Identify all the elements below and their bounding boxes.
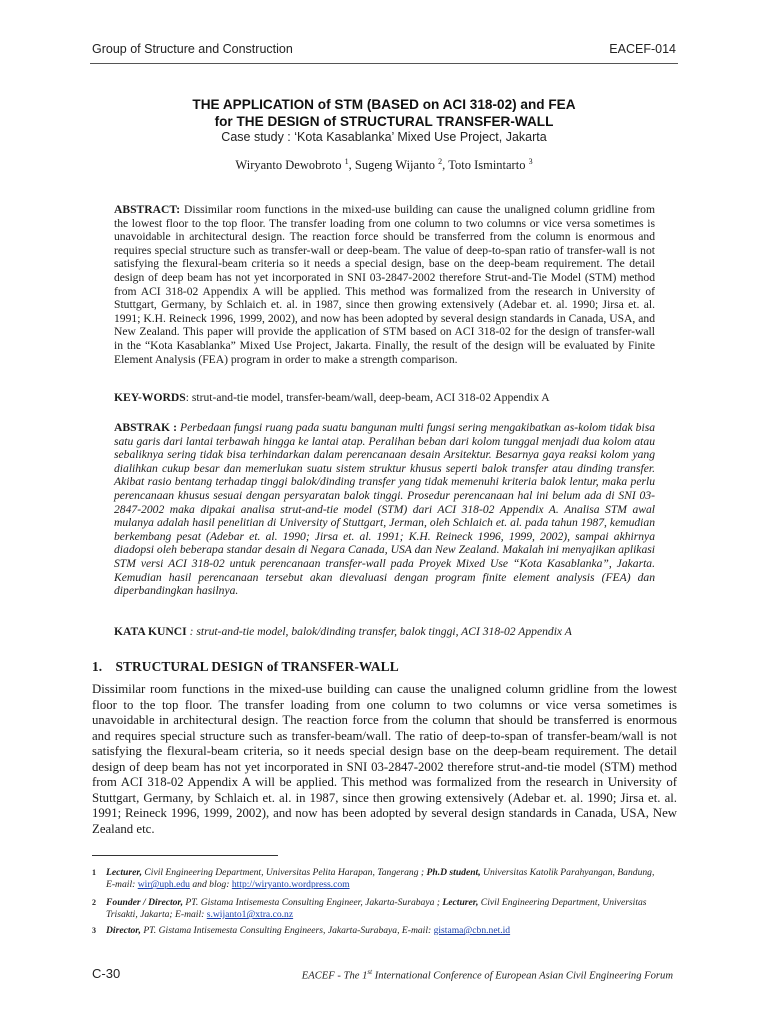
kata-kunci-text: : strut-and-tie model, balok/dinding transfer, balok tinggi, ACI 318-02 Appendix A (189, 625, 572, 638)
footnote-role: Lecturer, (442, 897, 479, 908)
page-number: C-30 (92, 966, 121, 981)
running-header-right: EACEF-014 (609, 42, 676, 56)
footnote-text: Civil Engineering Department, Universitas Pelita Harapan, Tangerang ; (141, 867, 427, 878)
footnote-text: PT. Gistama Intisemesta Consulting Engineer, Jakarta-Surabaya ; (183, 897, 443, 908)
keywords-text: : strut-and-tie model, transfer-beam/wall, deep-beam, ACI 318-02 Appendix A (185, 391, 550, 404)
author-separator: , (442, 158, 449, 173)
conference-name-rest: International Conference of European Asian Civil Engineering Forum (372, 970, 673, 982)
author-affiliation-mark: 1 (344, 157, 349, 166)
footnote-text: Universitas Katolik Parahyangan, Bandung, E-mail: (106, 867, 655, 891)
running-header-left: Group of Structure and Construction (92, 42, 293, 56)
author-name: Toto Ismintarto (448, 158, 526, 173)
footnote-number: 1 (92, 868, 96, 877)
author-affiliation-mark: 3 (528, 157, 533, 166)
author-affiliation-mark: 2 (438, 157, 443, 166)
footnote-text: and blog: (189, 879, 232, 891)
email-link[interactable]: s.wijanto1@xtra.co.nz (206, 909, 294, 921)
section-heading (92, 659, 399, 675)
abstrak-label: ABSTRAK : (114, 421, 177, 434)
abstract-text: Dissimilar room functions in the mixed-use building can cause the unaligned column gridline from the lowest floor to the top floor. The transfer loading from one column to two columns or vice versa sometimes is unavoidable in architectural design. The reaction force should be transferred from the column is enormous and requires special structure such as transfer-wall or deep-beam. The value of deep-to-span ratio of transfer-wall is not satisfying the flexural-beam criteria so it needs a special design, base on the deep-beam requirement. The detail design of deep beam has not yet incorporated in SNI 03-2847-2002 therefore Strut-and-Tie Model (STM) method from ACI 318-02 Appendix A will be applied. This method was formalized from the research in University of Stuttgart, Germany, by Schlaich et. al. in 1987, since then growing extensively (Adebar et. al. 1990; Jirsa et. al. 1991; K.H. Reineck 1996, 1999, 2002), and now has been adopted by several design standards in Canada, USA, and New Zealand. This paper will provide the application of STM based on ACI 318-02 for the design of transfer-wall in the “Kota Kasablanka” Mixed Use Project, Jakarta. Finally, the result of the design will be evaluated by Finite Element Analysis (FEA) program in order to make a strength comparison. (114, 203, 655, 366)
footnote-1 (92, 867, 662, 891)
email-link[interactable]: wir@uph.edu (137, 879, 190, 891)
author-name: Wiryanto Dewobroto (235, 158, 342, 173)
blog-link[interactable]: http://wiryanto.wordpress.com (231, 879, 350, 891)
footnote-role: Founder / Director, (106, 897, 184, 908)
ordinal-superscript: st (367, 968, 373, 976)
footnote-rule (92, 855, 278, 856)
author-list (0, 157, 768, 173)
author-name: Sugeng Wijanto (354, 158, 436, 173)
keywords (114, 391, 655, 405)
author-separator: , (348, 158, 355, 173)
footnote-role: Lecturer, (106, 867, 142, 878)
footnote-role: Director, (106, 925, 141, 936)
conference-footer (302, 968, 673, 982)
paper-title-line1: THE APPLICATION of STM (BASED on ACI 318-02) and FEA (192, 97, 576, 112)
footnote-text: Civil Engineering Department, Universitas Trisakti, Jakarta; E-mail: (106, 897, 647, 921)
kata-kunci (114, 625, 655, 639)
header-rule (90, 63, 678, 64)
section-body-paragraph: Dissimilar room functions in the mixed-use building can cause the unaligned column gridline from the lowest floor to the top floor. The transfer loading from one column to two columns or vice versa sometimes is unavoidable in architectural design. The reaction force from the column that should be transferred is enormous and requires special structure such as transfer-beam/wall. The ratio of deep-to-span of transfer-beam/wall is not satisfying the flexural-beam criteria, so it needs special design base on the deep-beam requirement. The detail design of deep beam has not yet incorporated in SNI 03-2847-2002 therefore strut-and-tie model (STM) method from ACI 318-02 Appendix A will be applied. This method was formalized from the research in University of Stuttgart, Germany, by Schlaich et. al. in 1987, since then growing extensively (Adebar et. al. 1990; Jirsa et. al. 1991; Reineck 1996, 1999, 2002), and now has been adopted by several design standards in Canada, USA, New Zealand etc. (92, 682, 677, 836)
paper-title-line2: for THE DESIGN of STRUCTURAL TRANSFER-WALL (214, 114, 554, 129)
section-title: STRUCTURAL DESIGN of TRANSFER-WALL (115, 659, 399, 674)
abstract-english (114, 203, 655, 366)
section-number: 1. (92, 659, 103, 674)
footnote-text: PT. Gistama Intisemesta Consulting Engineers, Jakarta-Surabaya, E-mail: (140, 925, 434, 936)
abstract-label: ABSTRACT: (114, 203, 181, 216)
kata-kunci-label: KATA KUNCI (114, 625, 187, 638)
footnote-number: 2 (92, 898, 96, 907)
abstract-indonesian (114, 421, 655, 598)
footnote-number: 3 (92, 926, 96, 935)
keywords-label: KEY-WORDS (114, 391, 186, 404)
email-link[interactable]: gistama@cbn.net.id (433, 925, 511, 936)
abstrak-text: Perbedaan fungsi ruang pada suatu bangunan multi fungsi sering mengakibatkan as-kolom tidak bisa satu garis dari lantai terbawah hingga ke lantai atap. Peralihan beban dari kolom tunggal menjadi dua kolom atau sebaliknya sering tidak bisa terhindarkan dalam perencanaan desain Arsitektur. Besarnya gaya reaksi kolom yang dialihkan cukup besar dan memerlukan suatu sistem struktur khusus seperti balok transfer atau dinding transfer. Akibat rasio bentang terhadap tinggi balok/dinding transfer yang tidak memenuhi kriteria balok lentur, maka perlu perencanaan khusus sesuai dengan persyaratan balok tinggi. Prosedur perencanaan hal ini belum ada di SNI 03-2847-2002 maka dipakai analisa strut-and-tie model (STM) dari ACI 318-02 Appendix A. Analisa STM awal mulanya adalah hasil penelitian di University of Stuttgart, Jerman, oleh Schlaich et. al. pada tahun 1987, kemudian berkembang pesat (Adebar et. al. 1990; Jirsa et. al. 1991; K.H. Reineck 1996, 1999, 2002), sampai akhirnya diadopsi oleh beberapa standar desain di Negara Canada, USA dan New Zealand. Makalah ini menyajikan aplikasi STM versi ACI 318-02 untuk perencanaan transfer-wall pada Proyek Mixed Use “Kota Kasablanka”, Jakarta. Kemudian hasil perencanaan tersebut akan dievaluasi dengan program finite element analysis (FEA) dan diperbandingkan hasilnya. (114, 421, 656, 598)
paper-subtitle: Case study : ‘Kota Kasablanka’ Mixed Use Project, Jakarta (221, 130, 547, 144)
footnote-role: Ph.D student, (426, 867, 481, 878)
footnote-2 (92, 897, 662, 921)
conference-name: EACEF - The 1 (301, 970, 368, 982)
footnote-3 (92, 925, 662, 937)
